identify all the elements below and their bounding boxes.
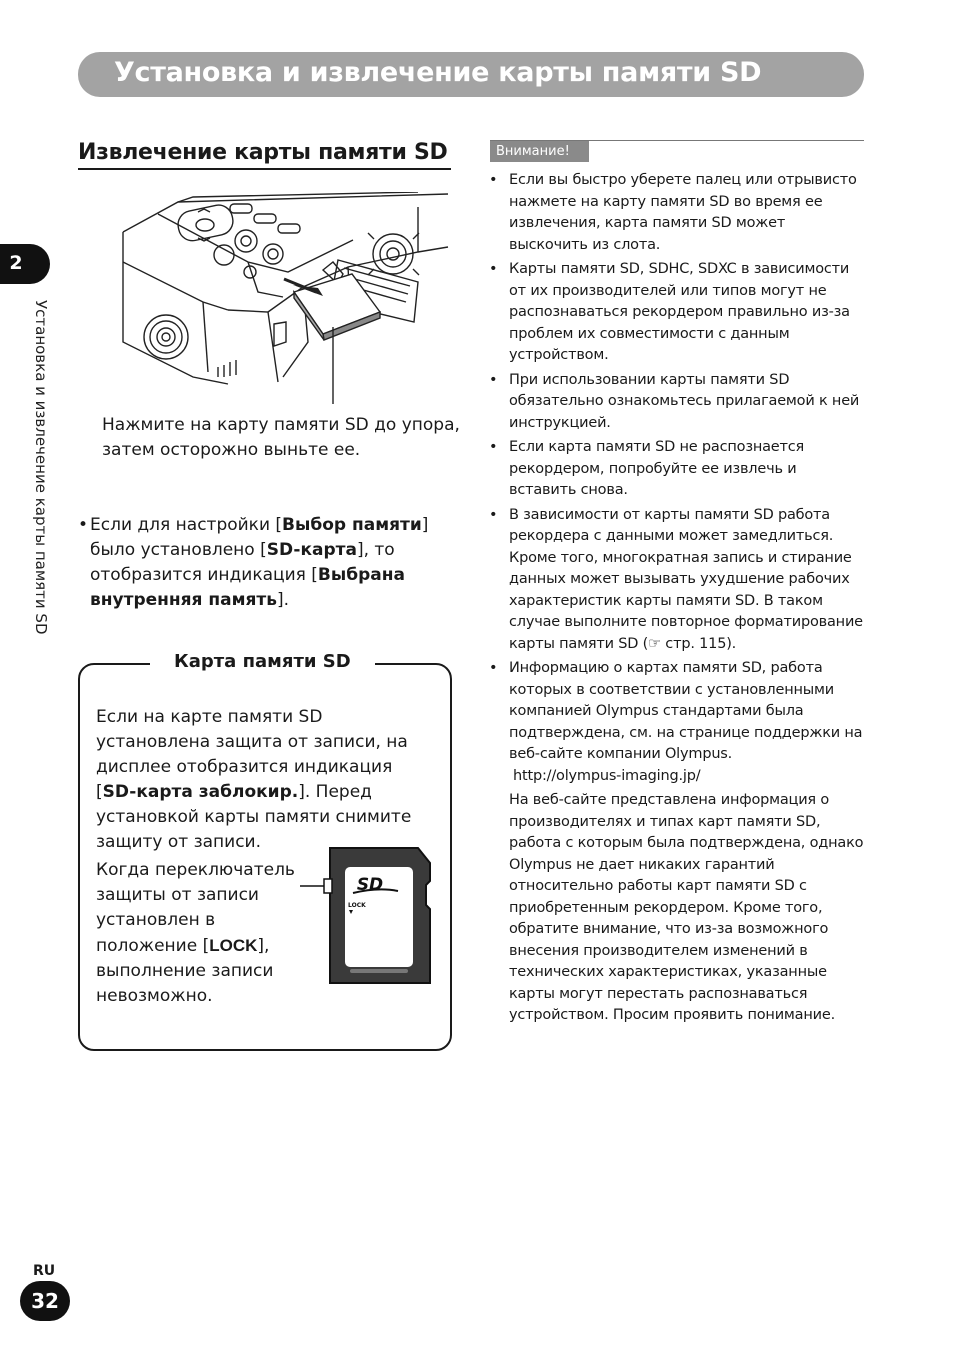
menu-term-memory-select: Выбор памяти bbox=[282, 515, 422, 535]
list-item: • В зависимости от карты памяти SD работа рекордера с данными может замедлиться. Кроме того, многократная запись и стирание данных может вызывать ухудшение рабочих характеристик карты памяти SD. В таком случае выполните повторное форматирование карты памяти SD (☞ стр. 115). bbox=[489, 506, 863, 652]
memory-setting-text: Если для настройки [Выбор памяти] было установлено [SD-карта], то отобразится индикация [Выбрана внутренняя память]. bbox=[90, 515, 429, 610]
recorder-illustration bbox=[118, 192, 453, 407]
sd-card-illustration bbox=[298, 845, 434, 987]
sd-logo-text: SD bbox=[356, 875, 384, 895]
memory-setting-note bbox=[78, 513, 438, 613]
menu-term-sd-card: SD-карта bbox=[266, 540, 357, 560]
language-code: RU bbox=[33, 1263, 56, 1279]
lock-switch-text: Когда переключатель защиты от записи установлен в положение [LOCK], выполнение записи невозможно. bbox=[96, 860, 295, 1006]
page-number: 32 bbox=[20, 1281, 70, 1321]
olympus-url: http://olympus-imaging.jp/ bbox=[513, 767, 701, 784]
lock-term: LOCK bbox=[209, 936, 258, 955]
list-item: • Карты памяти SD, SDHC, SDXC в зависимости от их производителей или типов могут не распознаваться рекордером правильно из-за проблем их совместимости с данным устройством. bbox=[489, 261, 850, 363]
list-item: • При использовании карты памяти SD обязательно ознакомьтесь прилагаемой к ней инструкцией. bbox=[489, 371, 860, 431]
chapter-banner bbox=[78, 52, 864, 97]
info-box-title: Карта памяти SD bbox=[150, 651, 375, 672]
side-chapter-label: Установка и извлечение карты памяти SD bbox=[32, 300, 50, 635]
chapter-tab bbox=[0, 244, 50, 284]
compatibility-note: На веб-сайте представлена информация о производителях и типах карт памяти SD, работа с которым была подтверждена, однако Olympus не дает никаких гарантий относительно работы карт памяти SD с приобретенным рекордером. Кроме того, обратите внимание, что из-за возможного внесения производителем изменений в технических характеристиках, указанные карты могут перестать распознаваться устройством. Просим проявить понимание. bbox=[509, 792, 864, 1023]
list-item: • Информацию о картах памяти SD, работа которых в соответствии с установленными компанией Olympus стандартами была подтверждена, см. на странице поддержки на веб-сайте компании Olympus. http://olympus-imaging.jp/ На веб-сайте представлена информация о производителях и типах карт памяти SD, работа с которым была подтверждена, однако Olympus не дает никаких гарантий относительно работы карт памяти SD с приобретенным рекордером. Кроме того, обратите внимание, что из-за возможного внесения производителем изменений в технических характеристиках, указанные карты могут перестать распознаваться устройством. Просим проявить понимание. bbox=[488, 658, 864, 1027]
list-item: • Если вы быстро уберете палец или отрывисто нажмете на карту памяти SD во время ее извлечения, карта памяти SD может выскочить из слота. bbox=[489, 172, 857, 253]
bullet-mark: • bbox=[78, 515, 89, 535]
notice-list bbox=[488, 170, 864, 1030]
write-protect-text: Если на карте памяти SD установлена защита от записи, на дисплее отобразится индикация [SD-карта заблокир.]. Перед установкой карты памяти снимите защиту от записи. bbox=[96, 707, 412, 852]
illustration-caption: Нажмите на карту памяти SD до упора, затем осторожно выньте ее. bbox=[102, 415, 460, 460]
page-title: Установка и извлечение карты памяти SD bbox=[114, 57, 762, 88]
message-sd-locked: SD-карта заблокир. bbox=[102, 782, 299, 802]
notice-label: Внимание! bbox=[490, 141, 589, 162]
section-heading: Извлечение карты памяти SD bbox=[78, 140, 451, 170]
list-item: • Если карта памяти SD не распознается рекордером, попробуйте ее извлечь и вставить снова. bbox=[489, 439, 805, 498]
menu-term-internal-memory: Выбрана внутренняя память bbox=[90, 565, 405, 610]
sd-lock-label: LOCK bbox=[348, 902, 366, 909]
chapter-number: 2 bbox=[9, 252, 23, 274]
